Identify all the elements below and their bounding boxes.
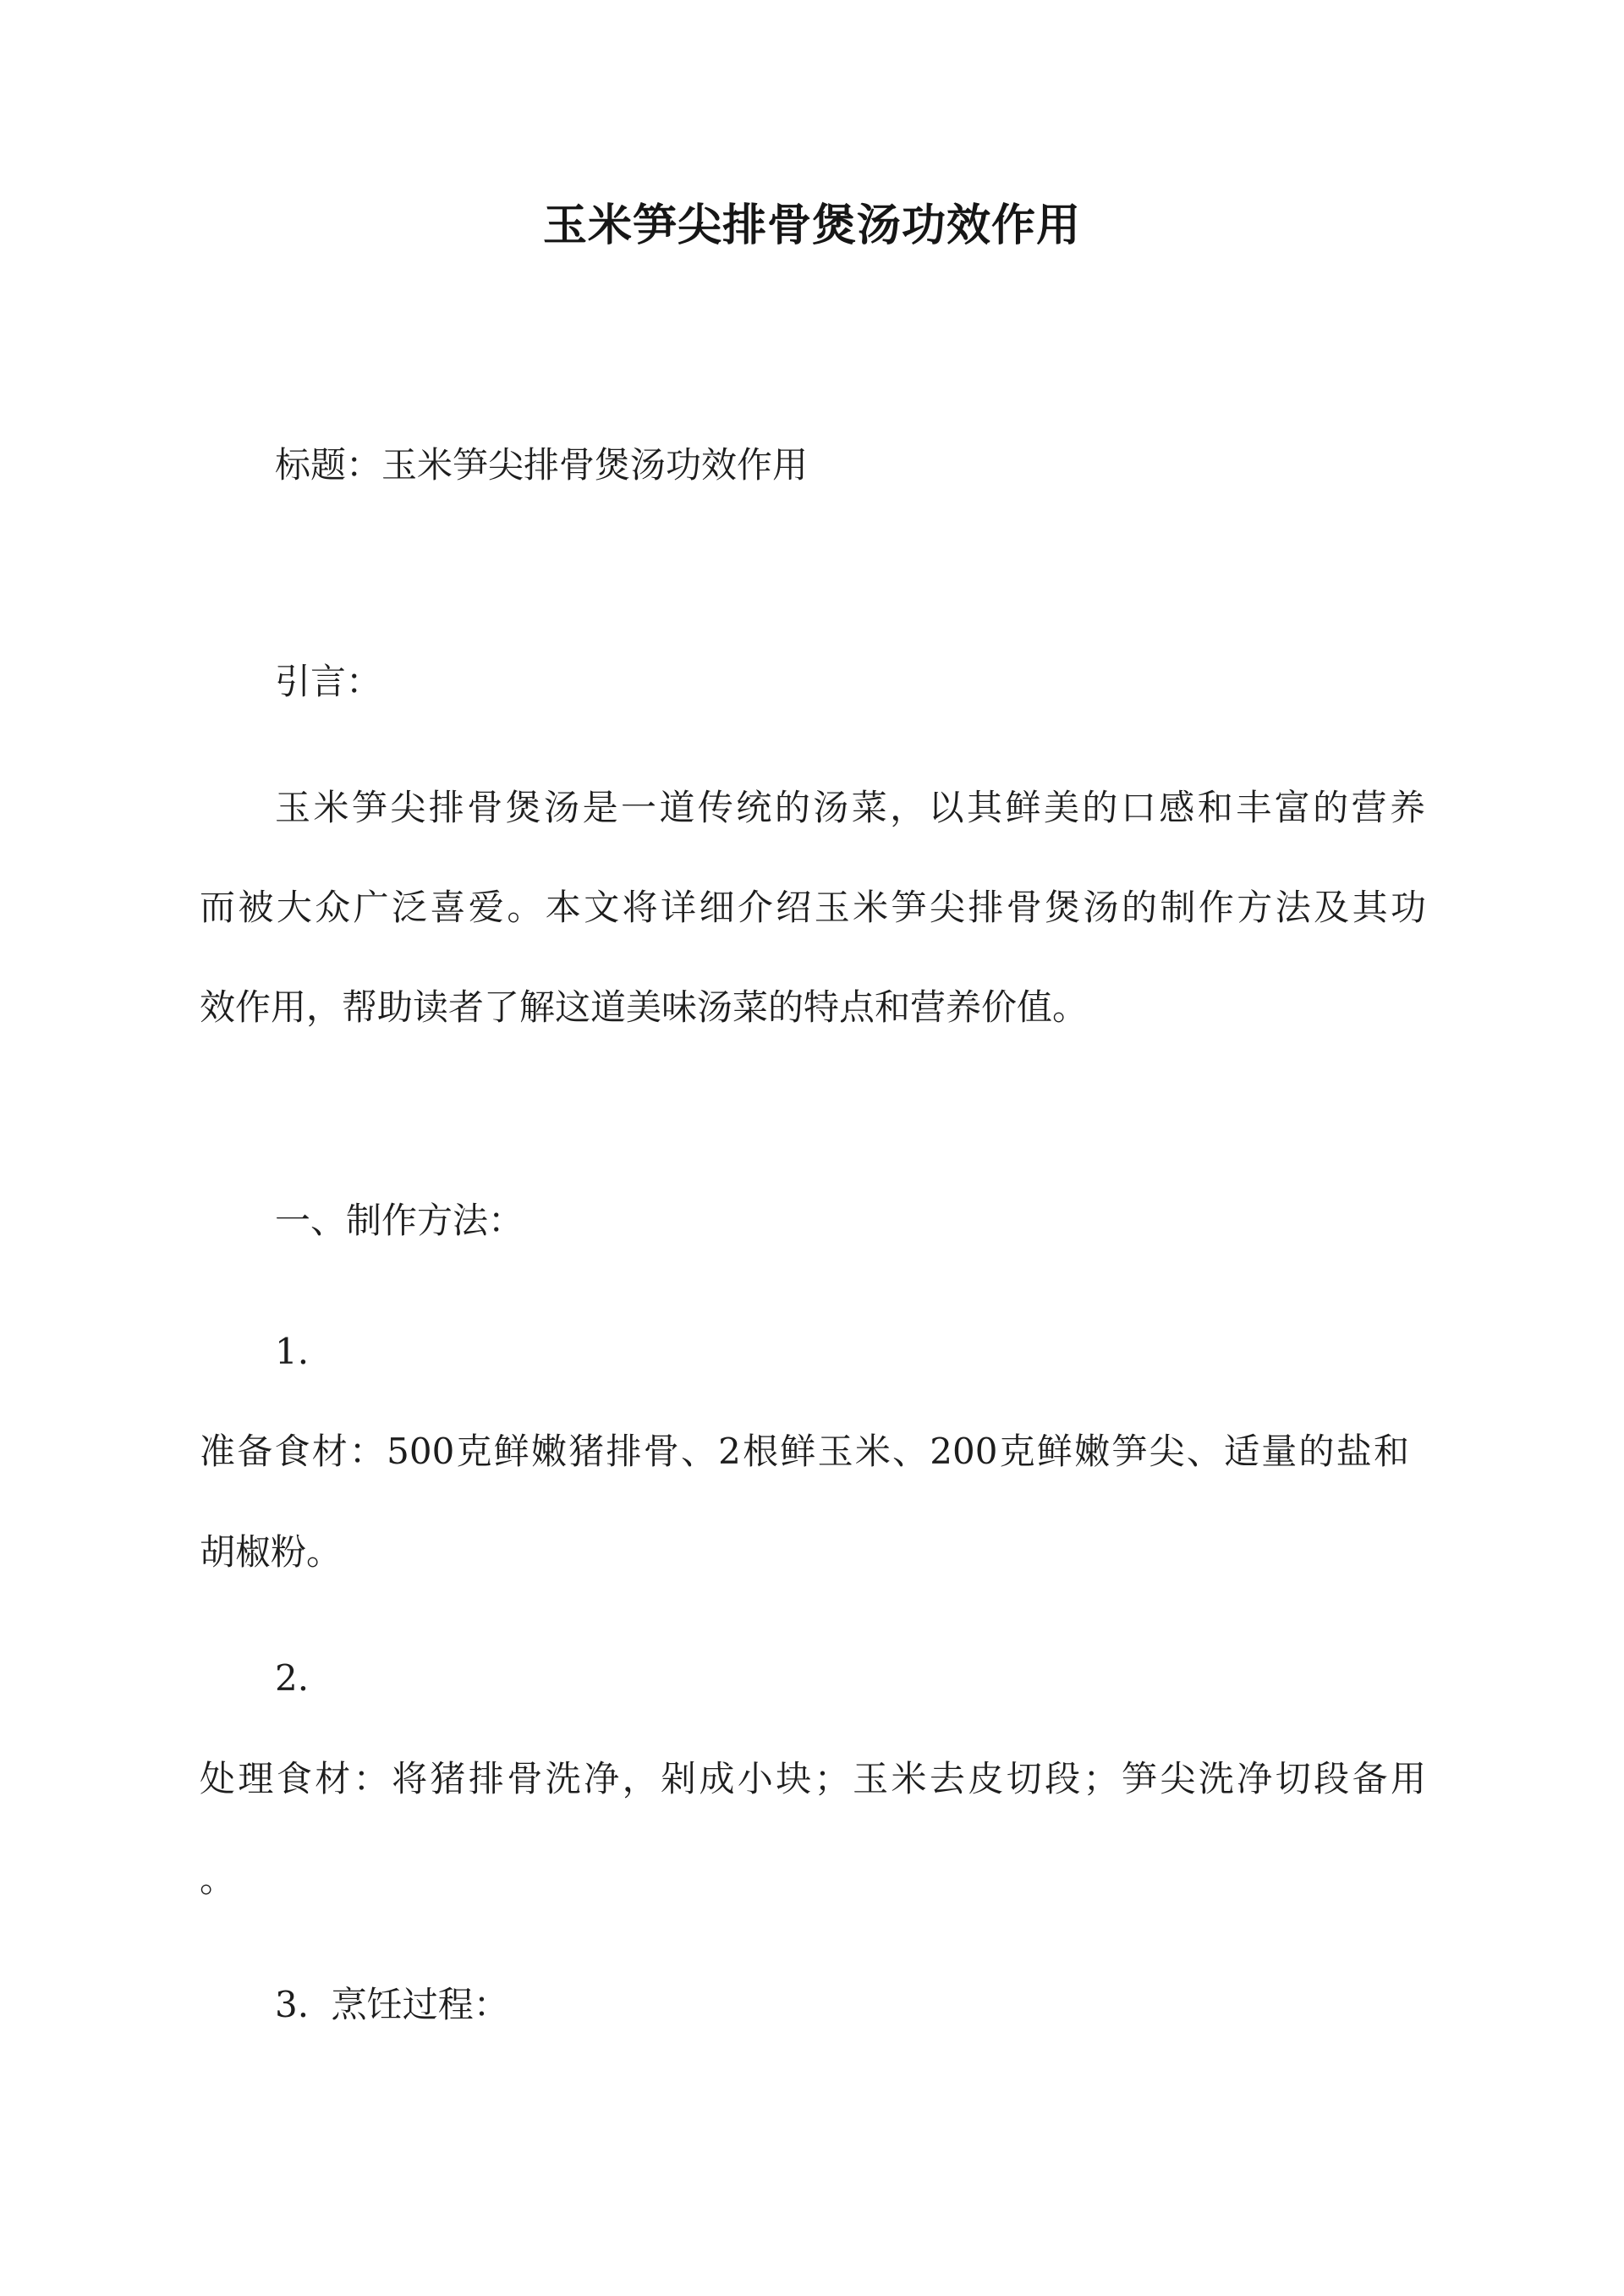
document-title: 玉米笋尖排骨煲汤功效作用 <box>542 200 1081 251</box>
step1-line-2: 胡椒粉。 <box>200 1531 343 1573</box>
step1-number: 1. <box>275 1331 310 1372</box>
step2-number: 2. <box>275 1657 310 1699</box>
step2-line-2: 。 <box>200 1859 236 1900</box>
section1-title: 一、制作方法： <box>275 1200 524 1241</box>
step1-line-1: 准备食材：500克鲜嫩猪排骨、2根鲜玉米、200克鲜嫩笋尖、适量的盐和 <box>200 1431 1409 1472</box>
step2-line-1: 处理食材：将猪排骨洗净，剁成小块；玉米去皮切段；笋尖洗净切段备用 <box>200 1758 1426 1799</box>
heading-line: 标题：玉米笋尖排骨煲汤功效作用 <box>275 444 809 486</box>
intro-paragraph-line-2: 而被大众广泛喜爱。本文将详细介绍玉米笋尖排骨煲汤的制作方法及其功 <box>200 887 1426 928</box>
intro-paragraph-line-1: 玉米笋尖排骨煲汤是一道传统的汤菜，以其鲜美的口感和丰富的营养 <box>275 787 1425 828</box>
intro-paragraph-line-3: 效作用，帮助读者了解这道美味汤菜的特点和营养价值。 <box>200 986 1089 1028</box>
step3-line: 3. 烹饪过程： <box>275 1984 509 2025</box>
intro-label: 引言： <box>275 661 382 702</box>
